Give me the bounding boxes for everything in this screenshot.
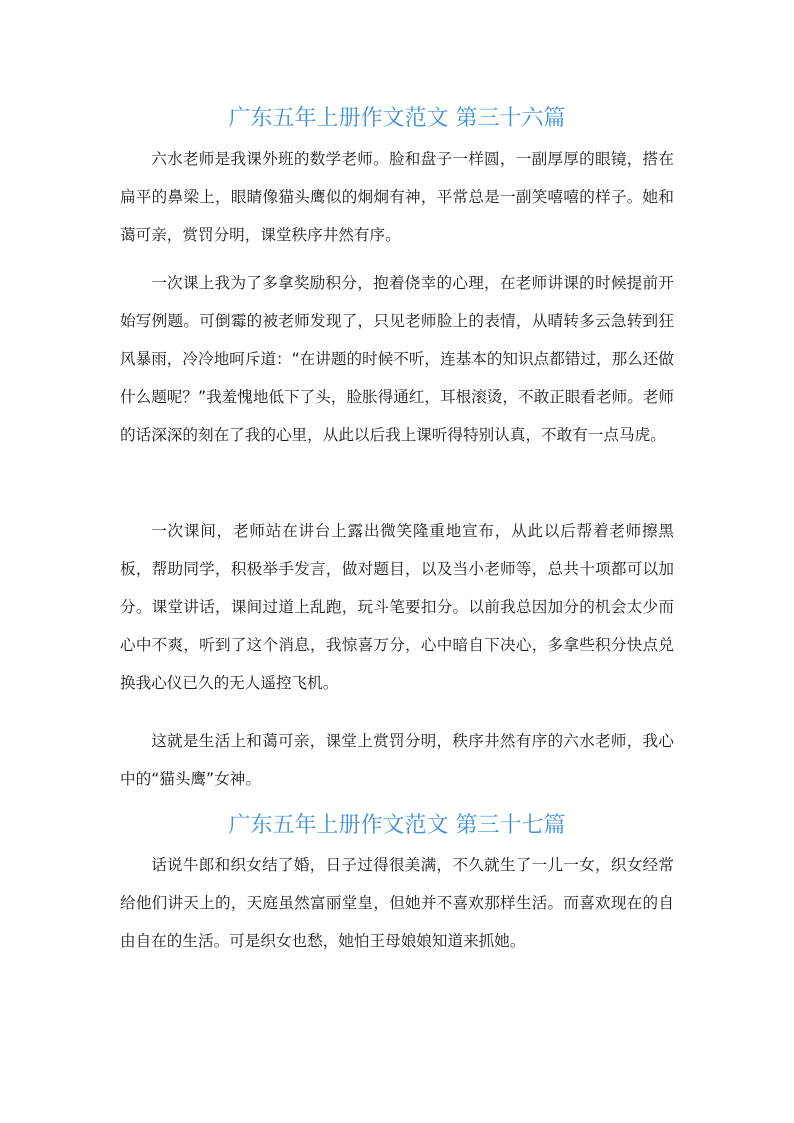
paragraph-36-1: 六水老师是我课外班的数学老师。脸和盘子一样圆，一副厚厚的眼镜，搭在扁平的鼻梁上，眼睛像猫头鹰似的炯炯有神，平常总是一副笑嘻嘻的样子。她和蔼可亲，赏罚分明，课堂秩序井然有序。 [120, 150, 674, 244]
paragraph-36-4: 这就是生活上和蔼可亲，课堂上赏罚分明，秩序井然有序的六水老师，我心中的“猫头鹰”女神。 [120, 732, 674, 788]
paragraph-37-1: 话说牛郎和织女结了婚，日子过得很美满，不久就生了一儿一女，织女经常给他们讲天上的，天庭虽然富丽堂皇，但她并不喜欢那样生活。而喜欢现在的自由自在的生活。可是织女也愁，她怕王母娘娘知道来抓她。 [120, 856, 674, 950]
section-title-37: 广东五年上册作文范文 第三十七篇 [228, 813, 566, 838]
paragraph-36-3: 一次课间，老师站在讲台上露出微笑隆重地宣布，从此以后帮着老师擦黑板，帮助同学，积极举手发言，做对题目，以及当小老师等，总共十项都可以加分。课堂讲话，课间过道上乱跑，玩斗笔要扣分。以前我总因加分的机会太少而心中不爽，听到了这个消息，我惊喜万分，心中暗自下决心，多拿些积分快点兑换我心仪已久的无人遥控飞机。 [120, 522, 674, 692]
section-title-36: 广东五年上册作文范文 第三十六篇 [228, 106, 566, 131]
paragraph-36-2: 一次课上我为了多拿奖励积分，抱着侥幸的心理，在老师讲课的时候提前开始写例题。可倒霉的被老师发现了，只见老师脸上的表情，从晴转多云急转到狂风暴雨，冷冷地呵斥道：“在讲题的时候不听，连基本的知识点都错过，那么还做什么题呢？”我羞愧地低下了头，脸胀得通红，耳根滚烫，不敢正眼看老师。老师的话深深的刻在了我的心里，从此以后我上课听得特别认真，不敢有一点马虎。 [120, 274, 674, 444]
